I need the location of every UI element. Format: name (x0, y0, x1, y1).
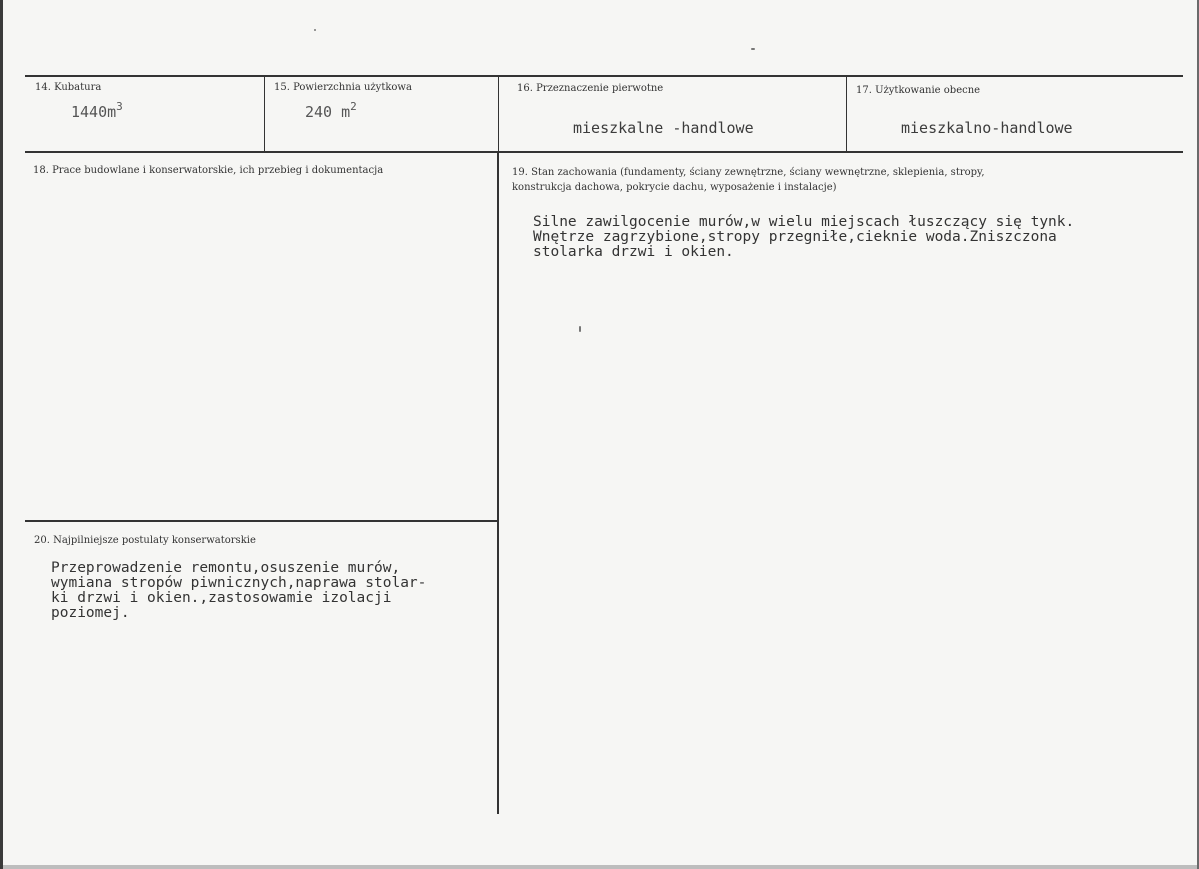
field-15-value: 240 $m^2$ (305, 100, 357, 121)
field-14-label: 14. Kubatura (35, 82, 102, 93)
field-15-label: 15. Powierzchnia użytkowa (274, 82, 412, 93)
divider-16-17 (846, 76, 847, 151)
field-19-value: Silne zawilgocenie murów,w wielu miejscach łuszczący się tynk. Wnętrze zagrzybione,stropy przegniłe,cieknie woda.Zniszczona stolarka drzwi i okien. (533, 214, 1075, 260)
field-17-label: 17. Użytkowanie obecne (856, 85, 981, 96)
field-17-value: mieszkalno-handlowe (901, 119, 1073, 137)
field-14-value: $1440m^3$ (71, 100, 123, 121)
main-vertical-divider (497, 152, 499, 814)
field-18-label: 18. Prace budowlane i konserwatorskie, ich przebieg i dokumentacja (33, 165, 384, 176)
field-16-label: 16. Przeznaczenie pierwotne (517, 83, 664, 94)
top-rule (25, 75, 1183, 77)
upper-row-rule (25, 151, 1183, 153)
field-16-value: mieszkalne -handlowe (573, 119, 754, 137)
divider-14-15 (264, 76, 265, 151)
paper-speck (314, 29, 316, 31)
field-19-label-line1: 19. Stan zachowania (fundamenty, ściany zewnętrzne, ściany wewnętrzne, sklepienia, stropy, (512, 167, 985, 178)
field-19-label-line2: konstrukcja dachowa, pokrycie dachu, wyposażenie i instalacje) (512, 182, 837, 193)
paper-speck (579, 326, 581, 332)
field-20-value: Przeprowadzenie remontu,osuszenie murów, wymiana stropów piwnicznych,naprawa stolar- ki drzwi i okien.,zastosowamie izolacji poziomej. (51, 560, 427, 621)
divider-15-16 (498, 76, 499, 151)
section-20-rule (25, 520, 497, 522)
field-20-label: 20. Najpilniejsze postulaty konserwatorskie (34, 535, 256, 546)
paper-speck (751, 48, 755, 50)
